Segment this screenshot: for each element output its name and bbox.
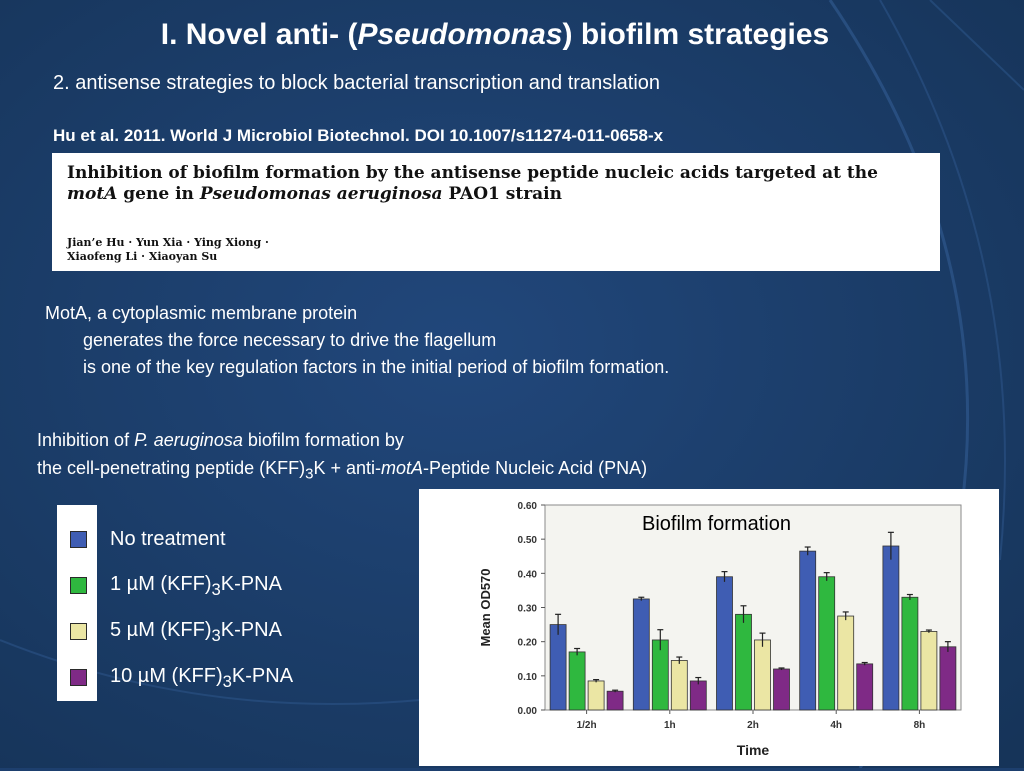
- mota-line2: generates the force necessary to drive the flagellum: [83, 330, 497, 350]
- bar: [569, 652, 585, 710]
- legend-label-no-treatment-text: No treatment: [110, 528, 226, 550]
- x-tick-label: 2h: [747, 720, 759, 731]
- inhibition-line1: [37, 426, 647, 454]
- paper-authors-line1: Jian’e Hu · Yun Xia · Ying Xiong ·: [67, 236, 269, 249]
- slide-subtitle: 2. antisense strategies to block bacterial transcription and translation: [53, 72, 661, 94]
- inhibition-line2: [37, 454, 647, 489]
- inhibition-l2-italic: motA: [381, 458, 424, 478]
- bar: [857, 664, 873, 710]
- y-axis-label: Mean OD570: [478, 568, 493, 647]
- legend-label-10um: [110, 665, 293, 692]
- legend-label-1um-sub: 3: [211, 580, 221, 599]
- paper-title-italic2: Pseudomonas aeruginosa: [199, 184, 443, 204]
- bar: [550, 625, 566, 710]
- bar: [883, 546, 899, 710]
- bar: [671, 660, 687, 710]
- paper-header-image: [52, 153, 940, 271]
- x-axis-label: Time: [736, 742, 770, 758]
- mota-line3: is one of the key regulation factors in the initial period of biofilm formation.: [83, 357, 670, 377]
- legend-swatch-no-treatment: [70, 531, 87, 548]
- paper-authors-line2: Xiaofeng Li · Xiaoyan Su: [67, 250, 218, 263]
- inhibition-l2-sub: 3: [305, 465, 314, 483]
- legend-label-no-treatment: [110, 528, 226, 551]
- paper-title-part1: Inhibition of biofilm formation by the antisense peptide nucleic acids targeted at the: [67, 163, 878, 183]
- legend-label-5um: [110, 619, 282, 646]
- x-tick-label: 8h: [913, 720, 926, 731]
- x-tick-label: 1/2h: [576, 720, 597, 731]
- bar: [736, 614, 752, 710]
- bar: [717, 577, 733, 710]
- bar: [819, 577, 835, 710]
- legend-label-10um-pre: 10 µM (KFF): [110, 665, 223, 687]
- bar: [774, 669, 790, 710]
- y-tick-label: 0.60: [517, 501, 537, 512]
- inhibition-l1-pre: Inhibition of: [37, 430, 135, 450]
- bar: [902, 597, 918, 710]
- bar: [607, 691, 623, 710]
- bar: [652, 640, 668, 710]
- inhibition-l2-pre: the cell-penetrating peptide (KFF): [37, 458, 306, 478]
- legend-label-5um-post: K-PNA: [220, 619, 282, 641]
- bar: [633, 599, 649, 710]
- paper-title-italic1: motA: [67, 184, 118, 204]
- bar: [921, 631, 937, 710]
- title-suffix: ) biofilm strategies: [562, 18, 830, 51]
- legend-label-10um-post: K-PNA: [231, 665, 294, 687]
- legend-label-5um-pre: 5 µM (KFF): [110, 619, 212, 641]
- bar: [800, 551, 816, 710]
- legend-swatch-1um: [70, 577, 87, 594]
- y-tick-label: 0.10: [517, 671, 537, 683]
- citation: Hu et al. 2011. World J Microbiol Biotechnol. DOI 10.1007/s11274-011-0658-x: [53, 126, 664, 145]
- title-italic: Pseudomonas: [357, 18, 563, 51]
- x-tick-label: 4h: [830, 720, 843, 731]
- title-prefix: I. Novel anti- (: [160, 18, 358, 51]
- mota-line1: MotA, a cytoplasmic membrane protein: [45, 303, 358, 323]
- y-tick-label: 0.20: [517, 637, 537, 649]
- legend-label-5um-sub: 3: [211, 626, 221, 645]
- legend-swatch-5um: [70, 623, 87, 640]
- y-tick-label: 0.50: [517, 535, 537, 547]
- chart-title: Biofilm formation: [642, 513, 791, 535]
- legend-label-1um-post: K-PNA: [220, 573, 282, 595]
- mota-description: [45, 300, 669, 381]
- legend-label-1um: [110, 573, 282, 600]
- inhibition-l1-italic: P. aeruginosa: [134, 430, 243, 450]
- legend-label-10um-sub: 3: [222, 672, 232, 691]
- bar: [838, 616, 854, 710]
- bar: [940, 647, 956, 710]
- y-tick-label: 0.30: [517, 603, 537, 615]
- bar: [755, 640, 771, 710]
- paper-title: [67, 163, 927, 205]
- y-tick-label: 0.40: [517, 569, 537, 581]
- inhibition-l2-mid: K + anti-: [313, 458, 382, 478]
- inhibition-caption: [37, 426, 647, 489]
- bar: [588, 681, 604, 710]
- bar: [690, 681, 706, 710]
- legend-swatch-10um: [70, 669, 87, 686]
- paper-title-part2: gene in: [117, 184, 200, 204]
- inhibition-l2-post: -Peptide Nucleic Acid (PNA): [423, 458, 648, 478]
- inhibition-l1-post: biofilm formation by: [242, 430, 404, 450]
- paper-title-part3: PAO1 strain: [442, 184, 562, 204]
- x-tick-label: 1h: [663, 720, 676, 731]
- paper-authors: [67, 236, 269, 264]
- legend-label-1um-pre: 1 µM (KFF): [110, 573, 212, 595]
- y-tick-label: 0.00: [517, 706, 537, 717]
- slide-title: [0, 18, 990, 52]
